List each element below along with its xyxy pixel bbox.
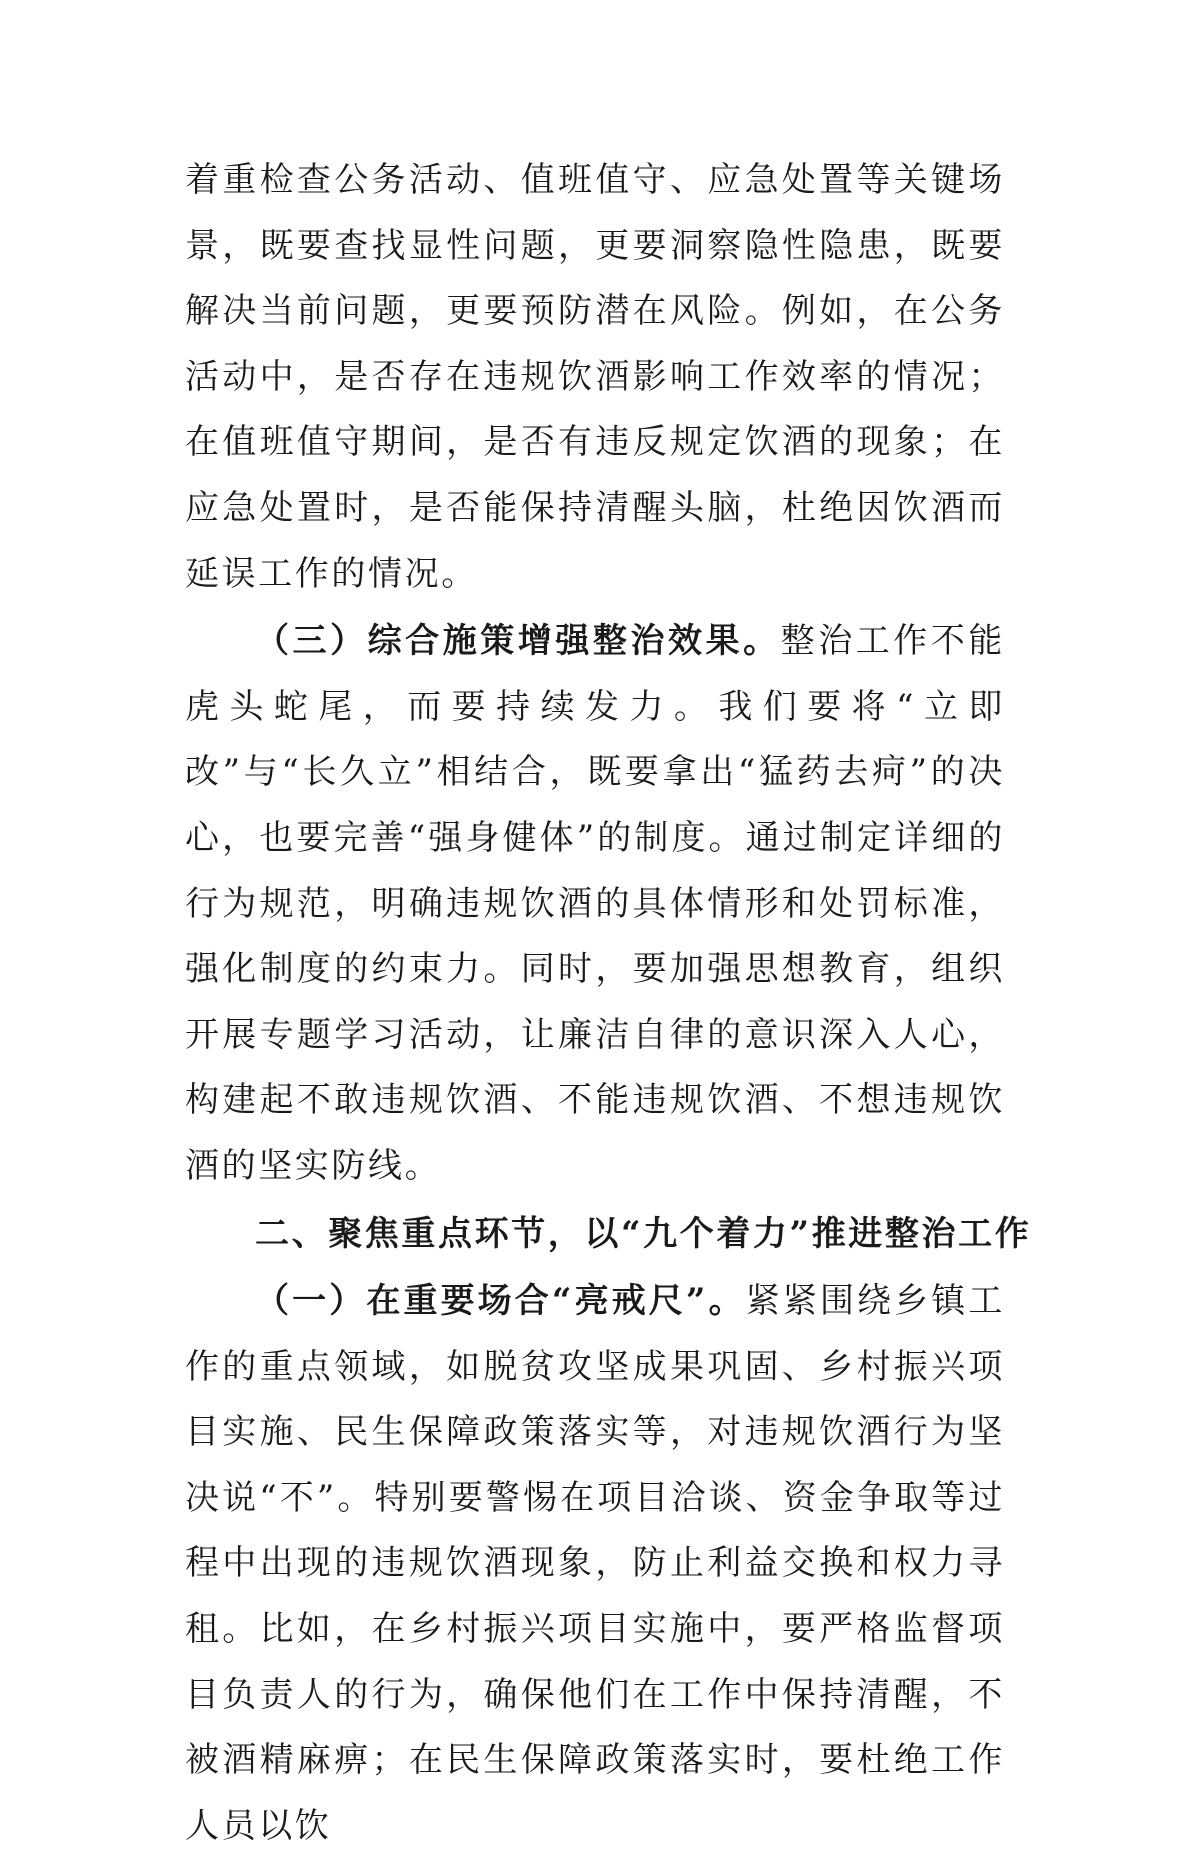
section-3-lead: （三）综合施策增强整治效果。: [255, 621, 781, 662]
paragraph-continuation: 着重检查公务活动、值班值守、应急处置等关键场景，既要查找显性问题，更要洞察隐性隐患，既要解决当前问题，更要预防潜在风险。例如，在公务活动中，是否存在违规饮酒影响工作效率的情况；在值班值守期间，是否有违反规定饮酒的现象；在应急处置时，是否能保持清醒头脑，杜绝因饮酒而延误工作的情况。: [185, 160, 1005, 594]
paragraph-section-3: [185, 609, 1005, 1199]
subsection-1-lead: （一）在重要场合“亮戒尺”。: [255, 1281, 746, 1322]
paragraph-subsection-1: [185, 1269, 1005, 1859]
heading-part-2: 二、聚焦重点环节，以“九个着力”推进整治工作: [255, 1213, 1032, 1254]
subsection-1-body: 紧紧围绕乡镇工作的重点领域，如脱贫攻坚成果巩固、乡村振兴项目实施、民生保障政策落实等，对违规饮酒行为坚决说“不”。特别要警惕在项目洽谈、资金争取等过程中出现的违规饮酒现象，防止利益交换和权力寻租。比如，在乡村振兴项目实施中，要严格监督项目负责人的行为，确保他们在工作中保持清醒，不被酒精麻痹；在民生保障政策落实时，要杜绝工作人员以饮: [185, 1281, 1006, 1846]
section-3-body: 整治工作不能虎头蛇尾，而要持续发力。我们要将“立即改”与“长久立”相结合，既要拿出“猛药去疴”的决心，也要完善“强身健体”的制度。通过制定详细的行为规范，明确违规饮酒的具体情形和处罚标准，强化制度的约束力。同时，要加强思想教育，组织开展专题学习活动，让廉洁自律的意识深入人心，构建起不敢违规饮酒、不能违规饮酒、不想违规饮酒的坚实防线。: [185, 621, 1005, 1186]
document-page: [185, 148, 1032, 1859]
